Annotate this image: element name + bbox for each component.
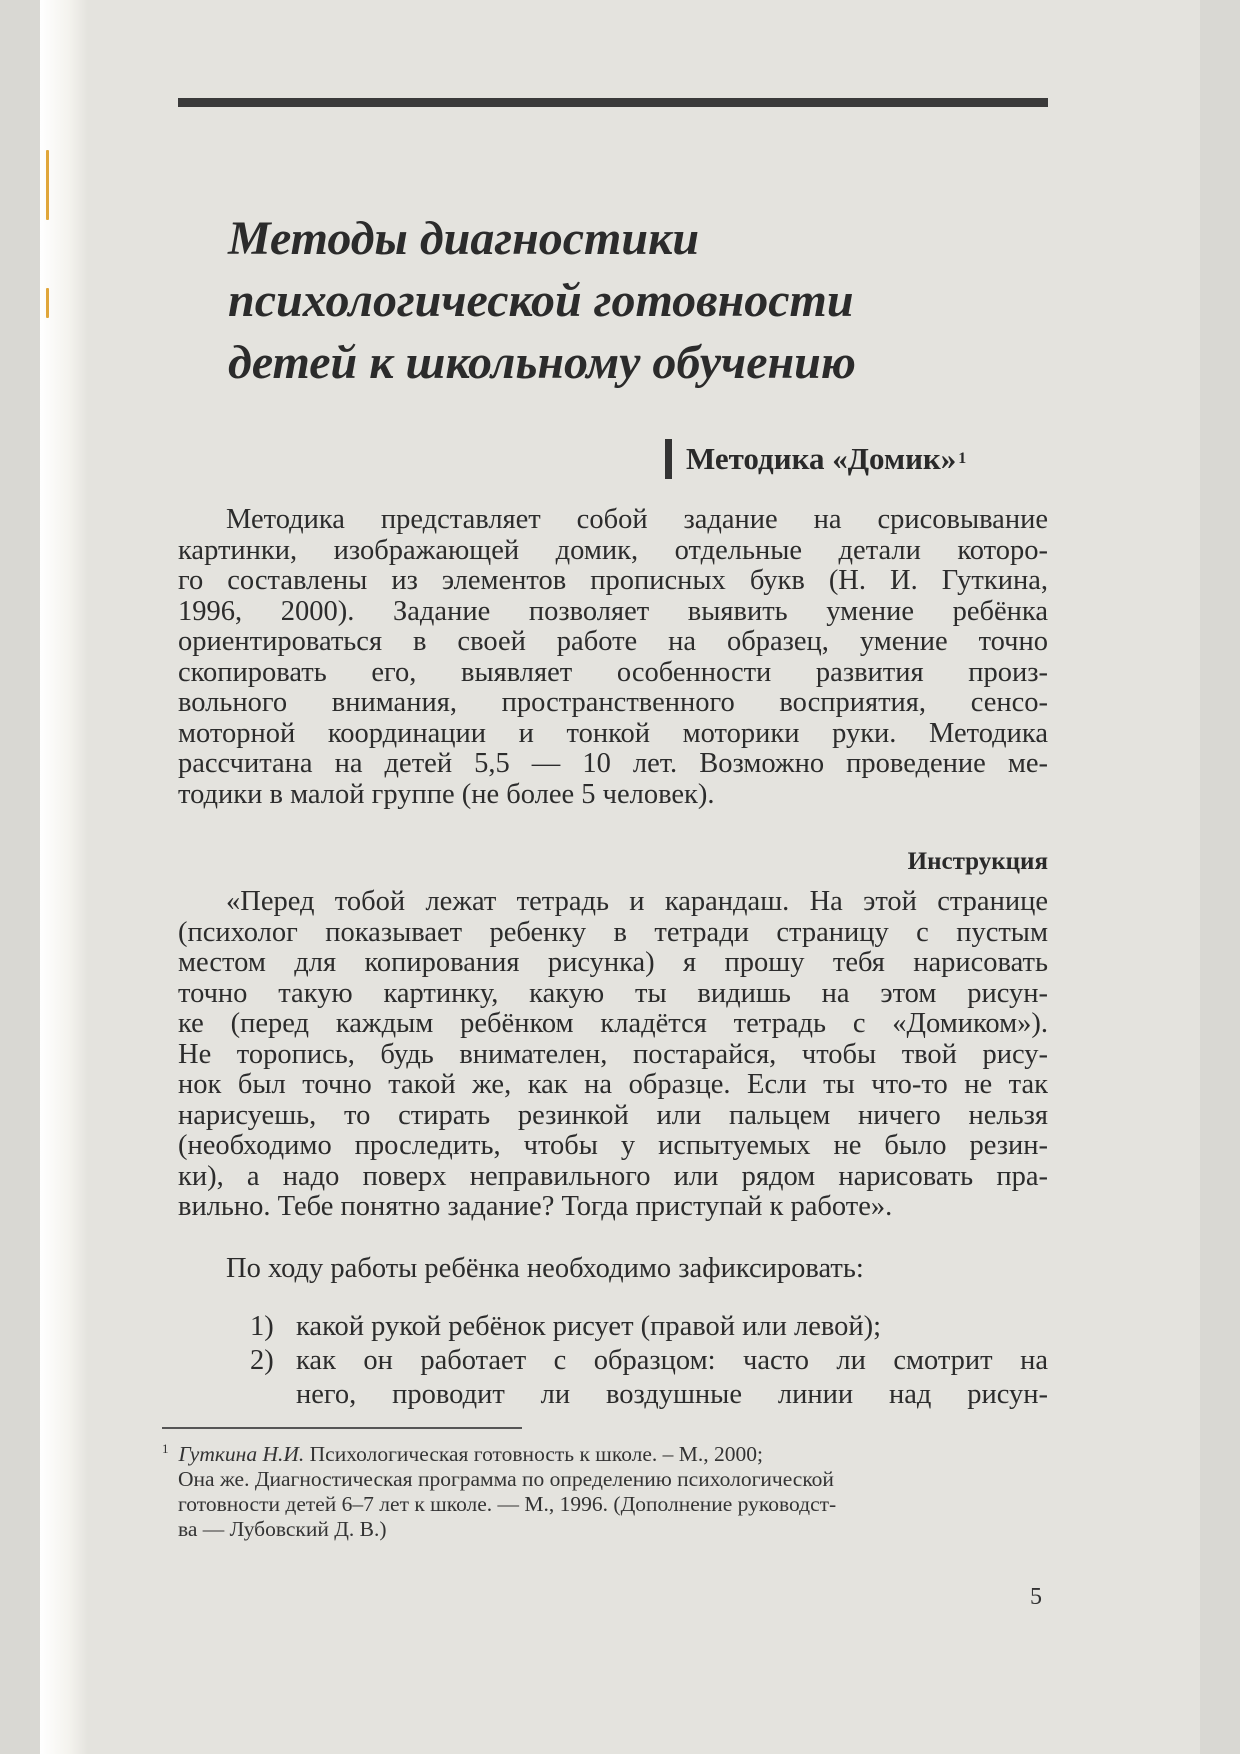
text-line: (необходимо проследить, чтобы у испытуемых не было резин- xyxy=(178,1130,1048,1161)
title-line: психологической готовности xyxy=(228,274,854,327)
text-line: (психолог показывает ребенку в тетради страницу с пустым xyxy=(178,916,1048,948)
header-rule xyxy=(178,98,1048,107)
text-line: Не торопись, будь внимателен, постарайся, чтобы твой рису- xyxy=(178,1038,1048,1070)
text-line: тодики в малой группе (не более 5 человек). xyxy=(178,778,715,810)
page-edge-tab xyxy=(46,288,49,318)
text-line: моторной координации и тонкой моторики руки. Методика xyxy=(178,717,1048,749)
text-line: местом для копирования рисунка) я прошу тебя нарисовать xyxy=(178,947,1048,978)
page-edge-tab xyxy=(46,150,49,220)
text-line: ке (перед каждым ребёнком кладётся тетрадь с «Домиком»). xyxy=(178,1008,1048,1039)
footnote-text: Психологическая готовность к школе. – М., 2000; xyxy=(309,1442,764,1467)
text-line: вильно. Тебе понятно задание? Тогда приступай к работе». xyxy=(178,1191,893,1222)
text-line: вольного внимания, пространственного восприятия, сенсо- xyxy=(178,687,1048,718)
footnote-author: Гуткина Н.И. xyxy=(178,1442,305,1467)
footnote-mark: 1 xyxy=(162,1441,169,1456)
text-line: него, проводит ли воздушные линии над рисун- xyxy=(296,1379,1048,1410)
title-line: Методы диагностики xyxy=(228,212,700,265)
text-line: ориентироваться в своей работе на образец, умение точно xyxy=(178,626,1048,657)
text-line: точно такую картинку, какую ты видишь на этом рисун- xyxy=(178,977,1048,1009)
intro-paragraph xyxy=(178,505,1048,810)
list-number: 1) xyxy=(250,1311,274,1342)
section-heading xyxy=(665,436,966,482)
record-list xyxy=(178,1310,1048,1412)
footnote-line: ва — Лубовский Д. В.) xyxy=(178,1517,387,1542)
footnote-rule xyxy=(162,1427,522,1429)
instruction-heading: Инструкция xyxy=(907,848,1048,875)
list-item xyxy=(178,1344,1048,1412)
page-title xyxy=(228,208,1048,394)
text-line: 1996, 2000). Задание позволяет выявить умение ребёнка xyxy=(178,595,1048,627)
text-line: как он работает с образцом: часто ли смотрит на xyxy=(296,1345,1048,1376)
text-line: скопировать его, выявляет особенности развития произ- xyxy=(178,656,1048,688)
text-line: нок был точно такой же, как на образце. Если ты что-то не так xyxy=(178,1069,1048,1100)
text-line: «Перед тобой лежат тетрадь и карандаш. На этой странице xyxy=(226,886,1048,917)
footnote-line: готовности детей 6–7 лет к школе. — М., 1996. (Дополнение руководст- xyxy=(178,1492,837,1517)
text-line: нарисуешь, то стирать резинкой или пальцем ничего нельзя xyxy=(178,1099,1048,1131)
text-line: рассчитана на детей 5,5 — 10 лет. Возможно проведение ме- xyxy=(178,748,1048,779)
text-line: какой рукой ребёнок рисует (правой или левой); xyxy=(296,1311,882,1342)
record-intro: По ходу работы ребёнка необходимо зафиксировать: xyxy=(226,1253,864,1284)
title-line: детей к школьному обучению xyxy=(228,336,856,389)
instruction-paragraph xyxy=(178,887,1048,1223)
list-item xyxy=(178,1310,1048,1344)
list-number: 2) xyxy=(250,1345,274,1376)
footnote-ref: 1 xyxy=(958,450,967,467)
page-edge xyxy=(40,0,88,1754)
text-line: Методика представляет собой задание на срисовывание xyxy=(226,504,1048,535)
page-number: 5 xyxy=(1030,1584,1042,1610)
footnote xyxy=(162,1436,1048,1542)
text-line: го составлены из элементов прописных букв (Н. И. Гуткина, xyxy=(178,565,1048,596)
footnote-line: Она же. Диагностическая программа по определению психологической xyxy=(178,1467,834,1492)
section-title: Методика «Домик» xyxy=(686,441,957,476)
text-line: ки), а надо поверх неправильного или рядом нарисовать пра- xyxy=(178,1160,1048,1192)
section-marker xyxy=(665,439,672,479)
footnote-line xyxy=(162,1436,1048,1467)
text-line: картинки, изображающей домик, отдельные детали которо- xyxy=(178,534,1048,566)
